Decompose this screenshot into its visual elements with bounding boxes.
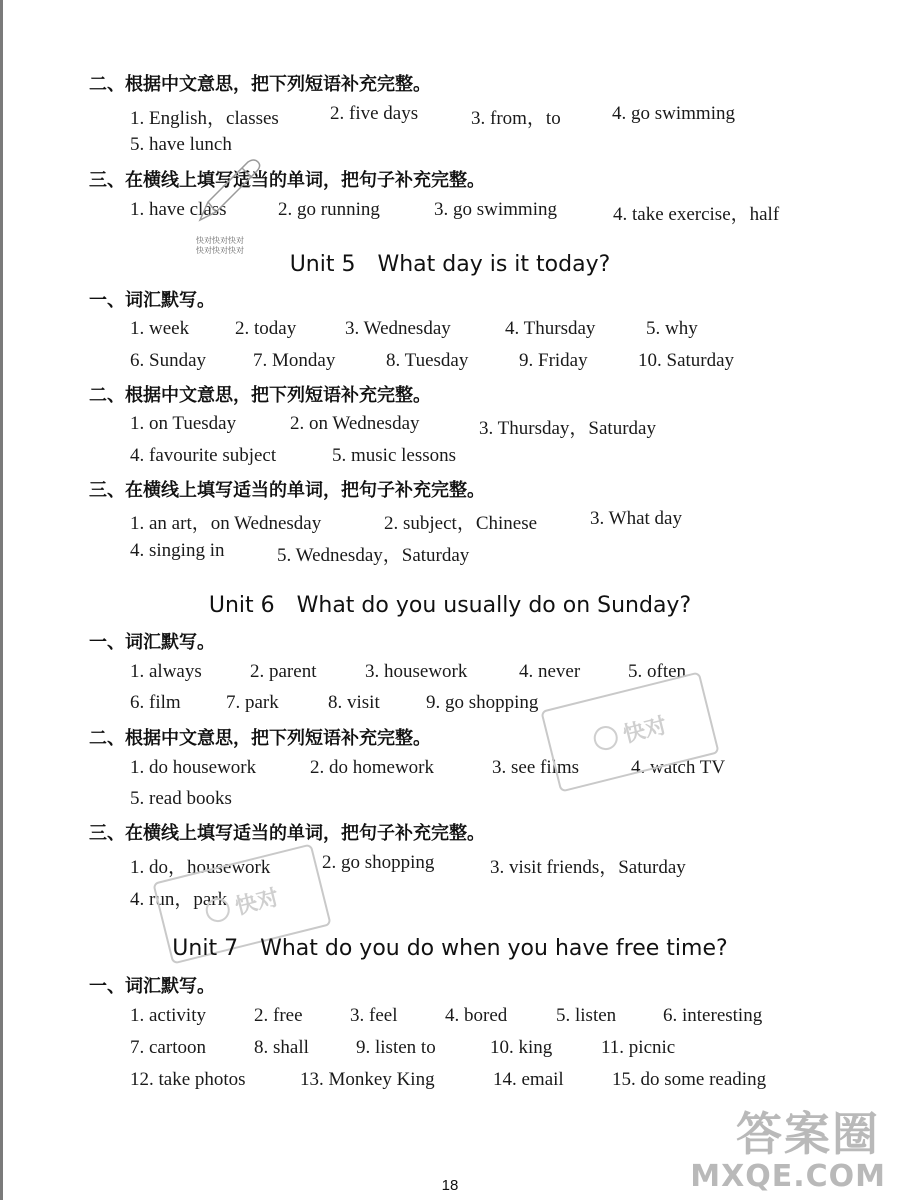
unit-number: Unit 7 <box>172 936 239 961</box>
answer-item: 2. go running <box>278 199 380 220</box>
answer-item: 7. park <box>226 692 279 713</box>
answer-item: 2. go shopping <box>322 852 435 873</box>
section-heading: 三、在横线上填写适当的单词，把句子补充完整。 <box>89 170 485 191</box>
answer-item: 5. have lunch <box>130 134 232 155</box>
answer-item: 15. do some reading <box>612 1069 767 1090</box>
answer-item: 5. why <box>646 318 698 339</box>
watermark-check-icon <box>203 896 232 925</box>
logo-text: 答案圈 <box>736 1107 880 1161</box>
section-heading: 一、词汇默写。 <box>89 976 215 997</box>
answer-item: 1. activity <box>130 1005 206 1026</box>
answer-item: 6. Sunday <box>130 350 206 371</box>
answer-item: 1. always <box>130 661 202 682</box>
section-heading: 二、根据中文意思，把下列短语补充完整。 <box>89 728 431 749</box>
logo-site: MXQE.COM <box>690 1159 886 1194</box>
answer-item: 2. today <box>235 318 297 339</box>
answer-item: 3. go swimming <box>434 199 557 220</box>
answer-item: 2. do homework <box>310 757 435 778</box>
answer-item: 4. watch TV <box>631 757 726 778</box>
answer-item: 3. housework <box>365 661 468 682</box>
page-number: 18 <box>441 1177 459 1194</box>
answer-item: 2. five days <box>330 103 419 124</box>
answer-item: 4. favourite subject <box>130 445 277 466</box>
answer-item: 9. Friday <box>519 350 588 371</box>
answer-item: 1. on Tuesday <box>130 413 237 434</box>
watermark-line: 快对快对快对 <box>196 236 244 245</box>
pen-watermark-icon <box>190 150 270 230</box>
watermark-check-icon <box>591 724 620 753</box>
answer-item: 3. What day <box>590 508 682 529</box>
section-heading: 二、根据中文意思，把下列短语补充完整。 <box>89 74 431 95</box>
answer-item: 1. do housework <box>130 757 257 778</box>
unit-name: What do you do when you have free time? <box>260 936 728 961</box>
answer-item: 1. English，classes <box>130 108 279 129</box>
answer-item: 8. visit <box>328 692 380 713</box>
answer-item: 4. go swimming <box>612 103 735 124</box>
answer-item: 3. Wednesday <box>345 318 451 339</box>
answer-item: 9. listen to <box>356 1037 436 1058</box>
watermark-stamp-text: 快对 <box>232 884 282 920</box>
answer-item: 1. do，housework <box>130 857 271 878</box>
answer-item: 2. subject，Chinese <box>384 513 538 534</box>
answer-item: 3. Thursday，Saturday <box>479 418 656 439</box>
unit-title <box>0 252 900 277</box>
answer-item: 7. Monday <box>253 350 336 371</box>
unit-number: Unit 6 <box>208 593 275 618</box>
answer-item: 13. Monkey King <box>300 1069 435 1090</box>
answer-item: 7. cartoon <box>130 1037 206 1058</box>
section-heading: 三、在横线上填写适当的单词，把句子补充完整。 <box>89 823 485 844</box>
answer-item: 4. never <box>519 661 581 682</box>
unit-number: Unit 5 <box>289 252 356 277</box>
unit-title <box>0 936 900 961</box>
answer-item: 3. see films <box>492 757 580 778</box>
unit-name: What day is it today? <box>377 252 611 277</box>
answer-item: 3. feel <box>350 1005 398 1026</box>
section-heading: 三、在横线上填写适当的单词，把句子补充完整。 <box>89 480 485 501</box>
section-heading: 二、根据中文意思，把下列短语补充完整。 <box>89 385 431 406</box>
answer-item: 2. free <box>254 1005 303 1026</box>
answer-item: 8. shall <box>254 1037 309 1058</box>
answer-item: 10. king <box>490 1037 553 1058</box>
answer-item: 3. from，to <box>471 108 561 129</box>
answer-item: 6. film <box>130 692 181 713</box>
answer-item: 5. Wednesday，Saturday <box>277 545 470 566</box>
watermark-stamp-text: 快对 <box>620 712 670 748</box>
answer-item: 5. music lessons <box>332 445 457 466</box>
unit-title <box>0 593 900 618</box>
answer-item: 12. take photos <box>130 1069 246 1090</box>
answer-item: 5. read books <box>130 788 232 809</box>
answer-item: 10. Saturday <box>638 350 735 371</box>
answer-item: 1. week <box>130 318 190 339</box>
answer-item: 1. have class <box>130 199 227 220</box>
answer-item: 5. listen <box>556 1005 617 1026</box>
answer-item: 2. parent <box>250 661 317 682</box>
answer-item: 14. email <box>493 1069 564 1090</box>
answer-item: 4. bored <box>445 1005 508 1026</box>
unit-name: What do you usually do on Sunday? <box>296 593 692 618</box>
answer-item: 2. on Wednesday <box>290 413 420 434</box>
answer-item: 4. Thursday <box>505 318 596 339</box>
answer-item: 1. an art，on Wednesday <box>130 513 322 534</box>
watermark-line: 快对快对快对 <box>196 246 244 255</box>
answer-item: 9. go shopping <box>426 692 539 713</box>
answer-item: 11. picnic <box>601 1037 676 1058</box>
answer-item: 4. singing in <box>130 540 225 561</box>
answer-item: 3. visit friends，Saturday <box>490 857 686 878</box>
answer-item: 5. often <box>628 661 687 682</box>
answer-item: 6. interesting <box>663 1005 763 1026</box>
section-heading: 一、词汇默写。 <box>89 632 215 653</box>
answer-item: 4. take exercise，half <box>613 204 780 225</box>
answer-item: 8. Tuesday <box>386 350 469 371</box>
answer-item: 4. run，park <box>130 889 228 910</box>
section-heading: 一、词汇默写。 <box>89 290 215 311</box>
